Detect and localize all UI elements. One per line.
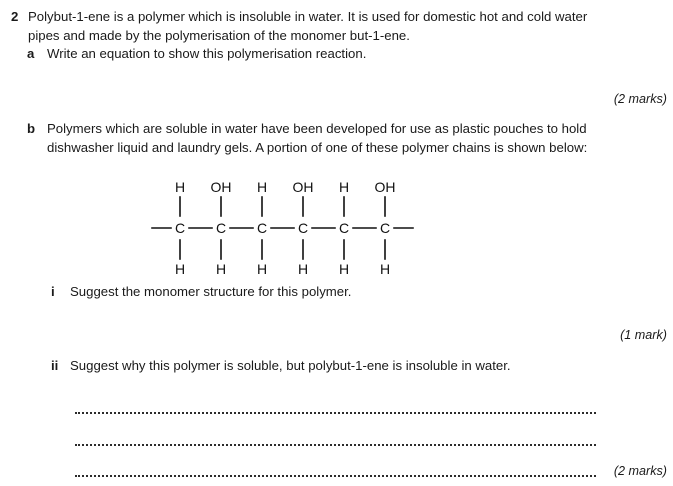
part-b-ii-label: ii [51, 358, 59, 373]
top-substituent-label: OH [374, 179, 396, 195]
backbone-carbon-label: C [256, 220, 268, 236]
answer-line[interactable] [75, 472, 596, 477]
bottom-substituent-label: H [215, 261, 227, 277]
part-b-i-label: i [51, 284, 55, 299]
question-stem-text: Polybut-1-ene is a polymer which is insoluble in water. It is used for domestic hot and cold water pipes and made by the polymerisation of the monomer but-1-ene. [28, 9, 588, 43]
part-b-label: b [27, 121, 36, 136]
top-substituent-label: OH [292, 179, 314, 195]
backbone-carbon-label: C [338, 220, 350, 236]
top-substituent-label: H [338, 179, 350, 195]
part-b-text: Polymers which are soluble in water have been developed for use as plastic pouches to hold dishwasher liquid and laundry gels. A portion of one of these polymer chains is shown below: [47, 121, 588, 155]
answer-line[interactable] [75, 441, 596, 446]
backbone-carbon-label: C [379, 220, 391, 236]
part-b-ii-marks: (2 marks) [613, 464, 667, 478]
top-substituent-label: OH [210, 179, 232, 195]
top-substituent-label: H [174, 179, 186, 195]
bottom-substituent-label: H [338, 261, 350, 277]
polymer-chain-svg [150, 172, 420, 277]
bottom-substituent-label: H [297, 261, 309, 277]
part-b-i-marks: (1 mark) [620, 328, 667, 342]
backbone-carbon-label: C [297, 220, 309, 236]
question-part-b-i [51, 283, 611, 302]
polymer-chain-structure-diagram [150, 172, 420, 277]
question-part-b [27, 120, 617, 157]
part-a-label: a [27, 46, 35, 61]
part-b-ii-text: Suggest why this polymer is soluble, but polybut-1-ene is insoluble in water. [70, 358, 511, 373]
question-2-stem [11, 8, 611, 45]
backbone-carbon-label: C [215, 220, 227, 236]
bottom-substituent-label: H [174, 261, 186, 277]
answer-line[interactable] [75, 409, 596, 414]
part-a-marks: (2 marks) [613, 92, 667, 106]
question-number: 2 [11, 9, 19, 24]
backbone-carbon-label: C [174, 220, 186, 236]
bottom-substituent-label: H [256, 261, 268, 277]
question-part-b-ii [51, 357, 631, 376]
top-substituent-label: H [256, 179, 268, 195]
bottom-substituent-label: H [379, 261, 391, 277]
part-a-text: Write an equation to show this polymerisation reaction. [47, 46, 367, 61]
part-b-i-text: Suggest the monomer structure for this polymer. [70, 284, 352, 299]
question-part-a [27, 45, 617, 64]
